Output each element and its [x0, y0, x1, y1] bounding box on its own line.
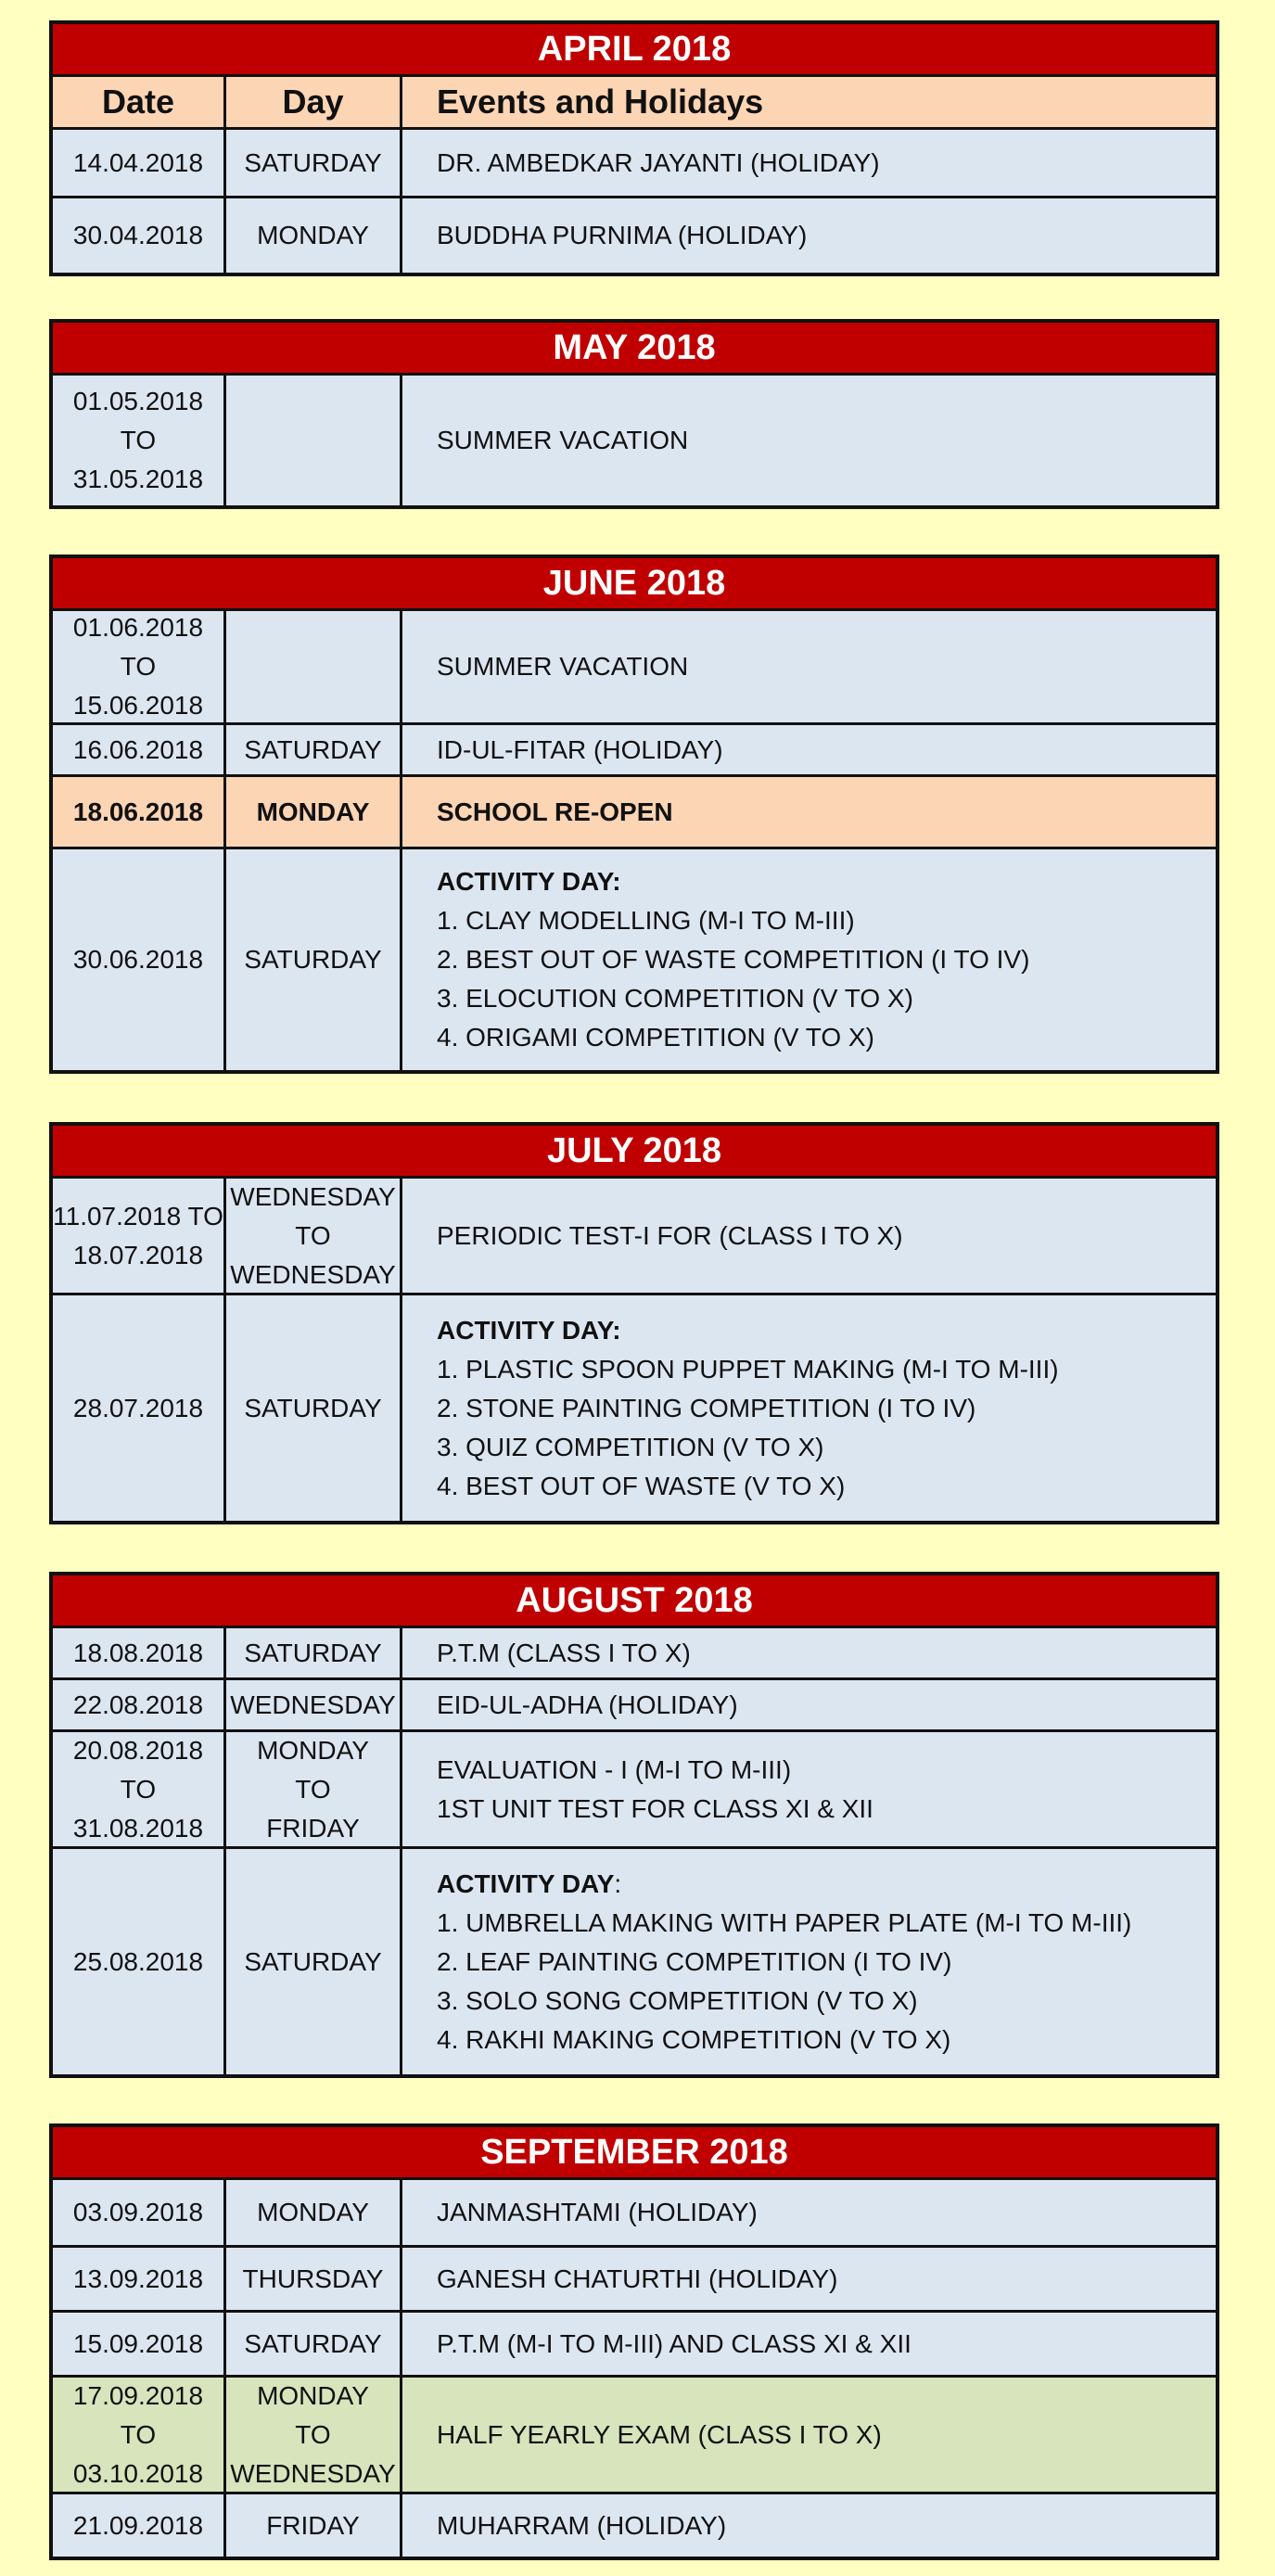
date-column-header: Date: [53, 77, 226, 127]
table-row: [53, 1293, 1216, 1521]
day-cell: FRIDAY: [226, 2494, 402, 2557]
event-cell: MUHARRAM (HOLIDAY): [437, 2510, 727, 2540]
table-row: [53, 722, 1216, 774]
month-title: SEPTEMBER 2018: [53, 2127, 1216, 2180]
activity-item: 1. CLAY MODELLING (M-I TO M-III): [437, 906, 855, 935]
table-row: [53, 611, 1216, 722]
month-table-june: [49, 555, 1219, 1074]
event-cell: PERIODIC TEST-I FOR (CLASS I TO X): [437, 1220, 903, 1250]
day-start: WEDNESDAY: [230, 1181, 396, 1211]
table-row-exam: [53, 2375, 1216, 2492]
date-cell: [53, 611, 226, 722]
activity-item: 1. UMBRELLA MAKING WITH PAPER PLATE (M-I TO M-III): [437, 1907, 1132, 1937]
day-cell: [226, 1179, 402, 1293]
month-title: JULY 2018: [53, 1126, 1216, 1179]
day-start: MONDAY: [257, 1735, 369, 1765]
activity-item: 3. QUIZ COMPETITION (V TO X): [437, 1432, 824, 1461]
date-cell: 13.09.2018: [53, 2248, 226, 2310]
event-line: EVALUATION - I (M-I TO M-III): [437, 1754, 792, 1784]
event-cell: DR. AMBEDKAR JAYANTI (HOLIDAY): [437, 147, 880, 177]
event-cell: ID-UL-FITAR (HOLIDAY): [437, 734, 723, 764]
event-cell: BUDDHA PURNIMA (HOLIDAY): [437, 221, 808, 249]
date-cell: 28.07.2018: [53, 1295, 226, 1521]
day-start: MONDAY: [257, 2380, 369, 2410]
table-row: [53, 1677, 1216, 1729]
table-row: [53, 376, 1216, 505]
activity-item: 4. RAKHI MAKING COMPETITION (V TO X): [437, 2024, 951, 2054]
day-cell: WEDNESDAY: [226, 1680, 402, 1729]
day-cell: SATURDAY: [226, 725, 402, 774]
date-cell: [53, 376, 226, 505]
month-title: AUGUST 2018: [53, 1575, 1216, 1628]
activity-heading-line: [437, 1865, 1131, 1904]
event-cell: P.T.M (CLASS I TO X): [437, 1638, 691, 1667]
day-cell: [226, 2378, 402, 2492]
event-cell: JANMASHTAMI (HOLIDAY): [437, 2198, 758, 2226]
event-line: 1ST UNIT TEST FOR CLASS XI & XII: [437, 1793, 873, 1823]
table-row: [53, 847, 1216, 1070]
event-cell: P.T.M (M-I TO M-III) AND CLASS XI & XII: [437, 2328, 912, 2358]
day-to: TO: [295, 2419, 331, 2449]
date-cell: 30.04.2018: [53, 198, 226, 273]
day-end: FRIDAY: [266, 1813, 360, 1843]
table-row: [53, 2245, 1216, 2310]
activity-heading: ACTIVITY DAY:: [437, 867, 621, 896]
activity-item: 4. BEST OUT OF WASTE (V TO X): [437, 1471, 846, 1500]
event-cell: SUMMER VACATION: [437, 426, 689, 454]
activity-heading: ACTIVITY DAY:: [437, 1315, 621, 1345]
activity-item: 3. ELOCUTION COMPETITION (V TO X): [437, 984, 913, 1013]
activity-item: 2. BEST OUT OF WASTE COMPETITION (I TO IV): [437, 945, 1030, 974]
day-cell: SATURDAY: [226, 849, 402, 1070]
table-row: [53, 127, 1216, 196]
month-table-july: [49, 1122, 1219, 1524]
date-cell: 25.08.2018: [53, 1849, 226, 2074]
day-cell: SATURDAY: [226, 1295, 402, 1521]
date-end: 31.05.2018: [72, 465, 204, 493]
activity-item: 3. SOLO SONG COMPETITION (V TO X): [437, 1985, 918, 2015]
month-title: JUNE 2018: [53, 558, 1216, 611]
date-cell: 30.06.2018: [53, 849, 226, 1070]
date-cell: [53, 2378, 226, 2492]
day-cell: SATURDAY: [226, 130, 402, 196]
day-cell: MONDAY: [226, 2180, 402, 2245]
table-row: [53, 2492, 1216, 2557]
date-cell: 14.04.2018: [53, 130, 226, 196]
date-start: 20.08.2018 TO: [72, 1735, 204, 1804]
day-column-header: Day: [226, 77, 402, 127]
month-title: MAY 2018: [53, 323, 1216, 376]
day-to: TO: [295, 1774, 331, 1804]
month-table-august: [49, 1572, 1219, 2078]
date-start: 11.07.2018 TO: [53, 1201, 223, 1231]
event-cell: [402, 1295, 1216, 1521]
date-cell: 22.08.2018: [53, 1680, 226, 1729]
table-row: [53, 1729, 1216, 1846]
date-cell: 18.08.2018: [53, 1628, 226, 1677]
day-end: WEDNESDAY: [230, 1259, 396, 1289]
date-start: 17.09.2018 TO: [72, 2380, 204, 2449]
activity-heading-colon: :: [614, 1868, 622, 1898]
events-column-header: Events and Holidays: [437, 83, 764, 121]
date-cell: [53, 1732, 226, 1846]
date-cell: 03.09.2018: [53, 2180, 226, 2245]
day-end: WEDNESDAY: [230, 2458, 396, 2488]
table-row: [53, 1179, 1216, 1293]
day-cell: [226, 376, 402, 505]
month-table-september: [49, 2123, 1219, 2560]
table-row: [53, 1628, 1216, 1677]
day-cell: [226, 611, 402, 722]
event-cell: [402, 849, 1216, 1070]
day-cell: [226, 1732, 402, 1846]
table-row: [53, 2180, 1216, 2245]
date-start: 01.05.2018 TO: [72, 387, 204, 454]
date-end: 15.06.2018: [72, 691, 204, 720]
table-row: [53, 1846, 1216, 2074]
event-cell: SUMMER VACATION: [437, 652, 689, 681]
event-cell: [402, 1732, 1216, 1846]
event-cell: EID-UL-ADHA (HOLIDAY): [437, 1690, 738, 1719]
day-cell: SATURDAY: [226, 1849, 402, 2074]
day-cell: SATURDAY: [226, 2313, 402, 2375]
event-cell: GANESH CHATURTHI (HOLIDAY): [437, 2264, 838, 2293]
day-cell: MONDAY: [226, 198, 402, 273]
event-cell: [402, 1849, 1216, 2074]
day-cell: THURSDAY: [226, 2248, 402, 2310]
day-cell: MONDAY: [226, 777, 402, 847]
month-title: APRIL 2018: [53, 24, 1216, 77]
date-start: 01.06.2018 TO: [72, 613, 204, 681]
activity-item: 1. PLASTIC SPOON PUPPET MAKING (M-I TO M-III): [437, 1354, 1059, 1384]
date-end: 03.10.2018: [72, 2458, 204, 2488]
day-cell: SATURDAY: [226, 1628, 402, 1677]
date-cell: 21.09.2018: [53, 2494, 226, 2557]
table-row: [53, 196, 1216, 273]
date-cell: 16.06.2018: [53, 725, 226, 774]
table-header-row: [53, 77, 1216, 127]
event-cell: SCHOOL RE-OPEN: [437, 797, 673, 826]
date-cell: [53, 1179, 226, 1293]
month-table-may: [49, 319, 1219, 509]
date-cell: 15.09.2018: [53, 2313, 226, 2375]
activity-heading: ACTIVITY DAY: [437, 1868, 615, 1898]
activity-item: 4. ORIGAMI COMPETITION (V TO X): [437, 1023, 874, 1052]
table-row: [53, 2310, 1216, 2375]
activity-item: 2. LEAF PAINTING COMPETITION (I TO IV): [437, 1946, 952, 1976]
event-cell: HALF YEARLY EXAM (CLASS I TO X): [437, 2419, 882, 2449]
activity-item: 2. STONE PAINTING COMPETITION (I TO IV): [437, 1393, 976, 1422]
date-end: 18.07.2018: [72, 1240, 204, 1269]
date-end: 31.08.2018: [72, 1813, 204, 1843]
table-row-highlight: [53, 774, 1216, 847]
month-table-april: [49, 20, 1219, 276]
date-cell: 18.06.2018: [53, 777, 226, 847]
day-to: TO: [295, 1220, 331, 1250]
